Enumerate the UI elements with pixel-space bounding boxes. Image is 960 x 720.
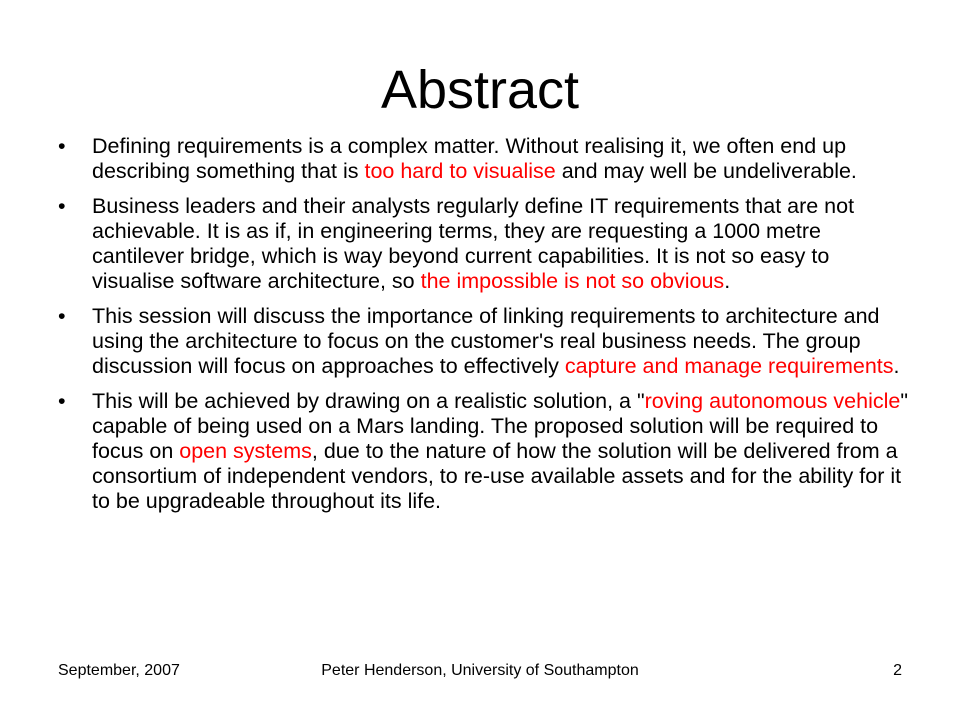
footer-page-number: 2: [893, 662, 902, 679]
bullet-item: [58, 389, 910, 514]
text-segment: This session will discuss the importance of linking requirements to architecture and using the architecture to focus on the customer's real business needs. The group discussion will focus on approaches to effectively: [92, 304, 880, 378]
text-segment: " capable of being used on a Mars landing. The proposed solution will be required to focus on: [92, 389, 908, 463]
bullet-marker: •: [58, 389, 66, 413]
slide-title: Abstract: [380, 60, 580, 120]
bullet-marker: •: [58, 304, 66, 328]
text-segment: Business leaders and their analysts regularly define IT requirements that are not achievable. It is as if, in engineering terms, they are requesting a 1000 metre cantilever bridge, which is way beyond current capabilities. It is not so easy to visualise software architecture, so: [92, 194, 855, 293]
highlighted-text-segment: the impossible is not so obvious: [420, 269, 725, 293]
bullet-item: [58, 134, 910, 184]
bullet-list: [58, 134, 910, 524]
highlighted-text-segment: open systems: [179, 439, 312, 463]
text-segment: .: [893, 354, 900, 378]
footer-date: September, 2007: [58, 662, 180, 679]
text-segment: and may well be undeliverable.: [555, 159, 857, 183]
footer-author: Peter Henderson, University of Southampton: [321, 662, 639, 679]
text-segment: Defining requirements is a complex matter. Without realising it, we often end up describing something that is: [92, 134, 847, 183]
bullet-marker: •: [58, 134, 66, 158]
highlighted-text-segment: roving autonomous vehicle: [644, 389, 901, 413]
bullet-item: [58, 194, 910, 294]
bullet-item: [58, 304, 910, 379]
text-segment: .: [724, 269, 731, 293]
highlighted-text-segment: capture and manage requirements: [564, 354, 894, 378]
highlighted-text-segment: too hard to visualise: [364, 159, 556, 183]
text-segment: This will be achieved by drawing on a realistic solution, a ": [92, 389, 645, 413]
bullet-marker: •: [58, 194, 66, 218]
text-segment: , due to the nature of how the solution will be delivered from a consortium of independent vendors, to re-use available assets and for the ability for it to be upgradeable throughout its life.: [92, 439, 902, 513]
